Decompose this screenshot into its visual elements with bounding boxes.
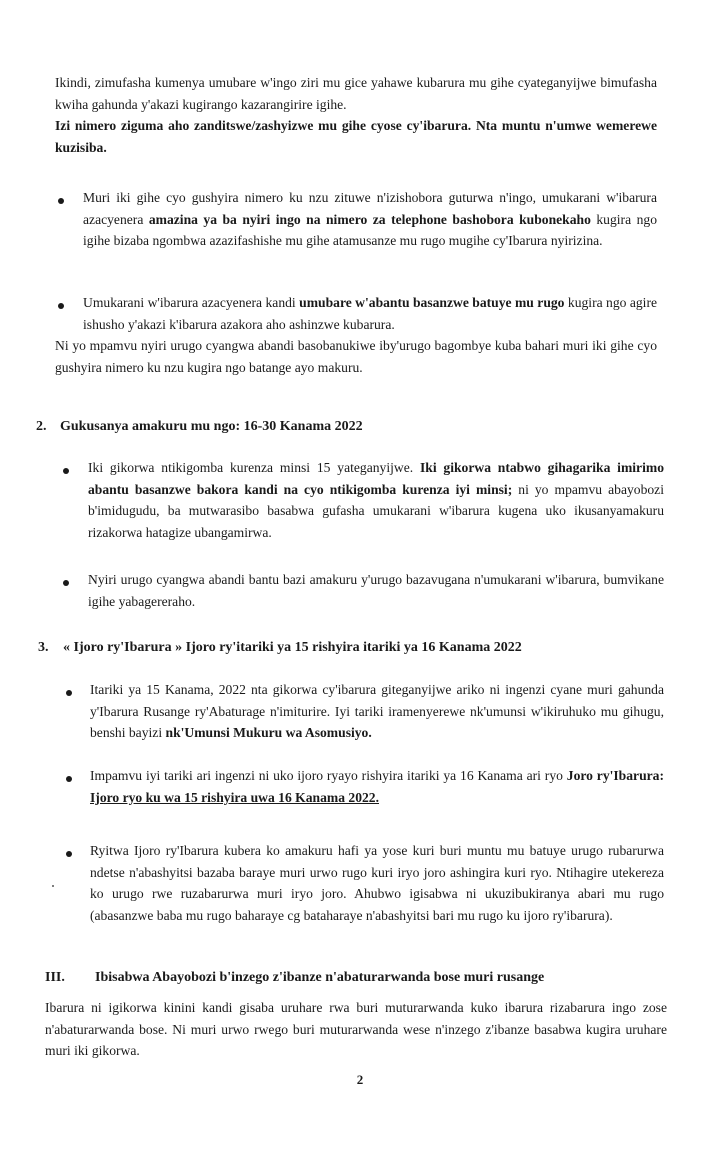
section-heading bbox=[45, 967, 544, 989]
list-item-text: kugira ngo igihe bizaba ngombwa azazifashishe mu gihe atamusanze mu rugo mugihe cy'Ibarura nyirizina. bbox=[83, 211, 657, 248]
list-item bbox=[83, 292, 657, 335]
section-number: III. bbox=[45, 970, 65, 985]
section-title: Ibisabwa Abayobozi b'inzego z'ibanze n'abaturarwanda bose muri rusange bbox=[95, 970, 545, 985]
list-item bbox=[88, 569, 664, 612]
bullet-icon bbox=[58, 198, 64, 204]
list-item-text: kugira ngo agire ishusho y'akazi k'ibarura azakora aho ashinzwe kubarura. bbox=[83, 295, 658, 332]
paragraph: Ibarura ni igikorwa kinini kandi gisaba uruhare rwa buri muturarwanda kuko ibarura rizabarura ingo zose n'abaturarwanda bose. Ni muri urwo rwego buri muturarwanda wese n'inzego z'ibanze basabwa kugira uruhare muri iki gikorwa. bbox=[45, 1000, 667, 1058]
section-number: 2. bbox=[36, 419, 47, 434]
section-number: 3. bbox=[38, 640, 49, 655]
list-item bbox=[90, 765, 664, 808]
list-item-text: Iki gikorwa ntikigomba kurenza minsi 15 yateganyijwe. bbox=[88, 460, 420, 475]
bullet-icon bbox=[66, 690, 72, 696]
bullet-icon bbox=[63, 468, 69, 474]
list-item bbox=[83, 187, 657, 252]
section-heading bbox=[36, 416, 363, 438]
intro-paragraph bbox=[55, 72, 657, 158]
section-title: Gukusanya amakuru mu ngo: 16-30 Kanama 2022 bbox=[60, 419, 363, 434]
list-item-text: Nyiri urugo cyangwa abandi bantu bazi amakuru y'urugo bazavugana n'umukarani w'ibarura, bumvikane igihe yabagereraho. bbox=[88, 572, 664, 609]
list-item-text: Itariki ya 15 Kanama, 2022 nta gikorwa cy'ibarura giteganyijwe ariko ni ingenzi cyane muri gahunda y'Ibarura Rusange ry'Abaturage n'imiturire. Iyi tariki iramenyerewe nk'umunsi w'ikiruhuko mu gihugu, benshi bayizi bbox=[90, 682, 664, 740]
list-item-text: ni yo mpamvu abayobozi b'imidugudu, ba mutwarasibo basabwa gufasha umukarani w'ibarura kugena uko ikusanyamakuru rizakorwa hatagize ubangamirwa. bbox=[88, 481, 664, 540]
bullet-icon bbox=[58, 303, 64, 309]
intro-bold-notice: Izi nimero ziguma aho zanditswe/zashyizwe mu gihe cyose cy'ibarura. Nta muntu n'umwe wemerewe kuzisiba. bbox=[55, 118, 657, 155]
bullet-icon bbox=[63, 580, 69, 586]
scan-speck bbox=[52, 885, 54, 887]
list-item-text: Muri iki gihe cyo gushyira nimero ku nzu zituwe n'izishobora guturwa n'ingo, umukarani w'ibarura azacyenera bbox=[83, 190, 657, 227]
list-item-text: Impamvu iyi tariki ari ingenzi ni uko ijoro ryayo rishyira itariki ya 16 Kanama ari ryo bbox=[90, 768, 567, 783]
list-item-text: Ryitwa Ijoro ry'Ibarura kubera ko amakuru hafi ya yose kuri buri muntu mu batuye urugo rubarurwa ndetse n'abashyitsi bazaba baraye muri urwo rugo kuri iryo joro ashingira kuri ryo. Ntihagire utekereza ko urugo rwe ruzabarurwa muri iryo joro. Ahubwo igisabwa ni ukuzibukiranya abari mu rugo (abasanzwe baba mu rugo baharaye cg bataharaye n'abashyitsi bari mu rugo ku ijoro ry'ibarura). bbox=[90, 843, 664, 923]
section-title: « Ijoro ry'Ibarura » Ijoro ry'itariki ya 15 rishyira itariki ya 16 Kanama 2022 bbox=[63, 640, 522, 655]
list-item-bold-text: umubare w'abantu basanzwe batuye mu rugo bbox=[299, 295, 565, 310]
page-number: 2 bbox=[356, 1072, 364, 1087]
list-item-underlined-text: Ijoro ryo ku wa 15 rishyira uwa 16 Kanama 2022. bbox=[90, 789, 380, 805]
list-item bbox=[90, 840, 664, 926]
bullet-icon bbox=[66, 851, 72, 857]
section-heading bbox=[38, 637, 522, 659]
list-item bbox=[90, 679, 664, 744]
bullet-icon bbox=[66, 776, 72, 782]
list-item-bold-text: Iki gikorwa ntabwo gihagarika imirimo abantu basanzwe bakora kandi na cyo ntikigomba kurenza iyi minsi; bbox=[88, 460, 664, 497]
list-item-bold-text: amazina ya ba nyiri ingo na nimero za telephone bashobora kubonekaho bbox=[148, 211, 591, 227]
list-item-bold-text: nk'Umunsi Mukuru wa Asomusiyo. bbox=[165, 725, 372, 740]
intro-text: Ikindi, zimufasha kumenya umubare w'ingo ziri mu gice yahawe kubarura mu gihe cyateganyijwe bimufasha kwiha gahunda y'akazi kugirango kazarangirire igihe. bbox=[55, 75, 657, 112]
paragraph: Ni yo mpamvu nyiri urugo cyangwa abandi basobanukiwe iby'urugo bagombye kuba bahari muri iki gihe cyo gushyira nimero ku nzu kugira ngo batange ayo makuru. bbox=[55, 338, 657, 375]
list-item bbox=[88, 457, 664, 543]
list-item-text: Umukarani w'ibarura azacyenera kandi bbox=[83, 295, 300, 310]
list-item-bold-text: Joro ry'Ibarura: bbox=[566, 768, 664, 783]
